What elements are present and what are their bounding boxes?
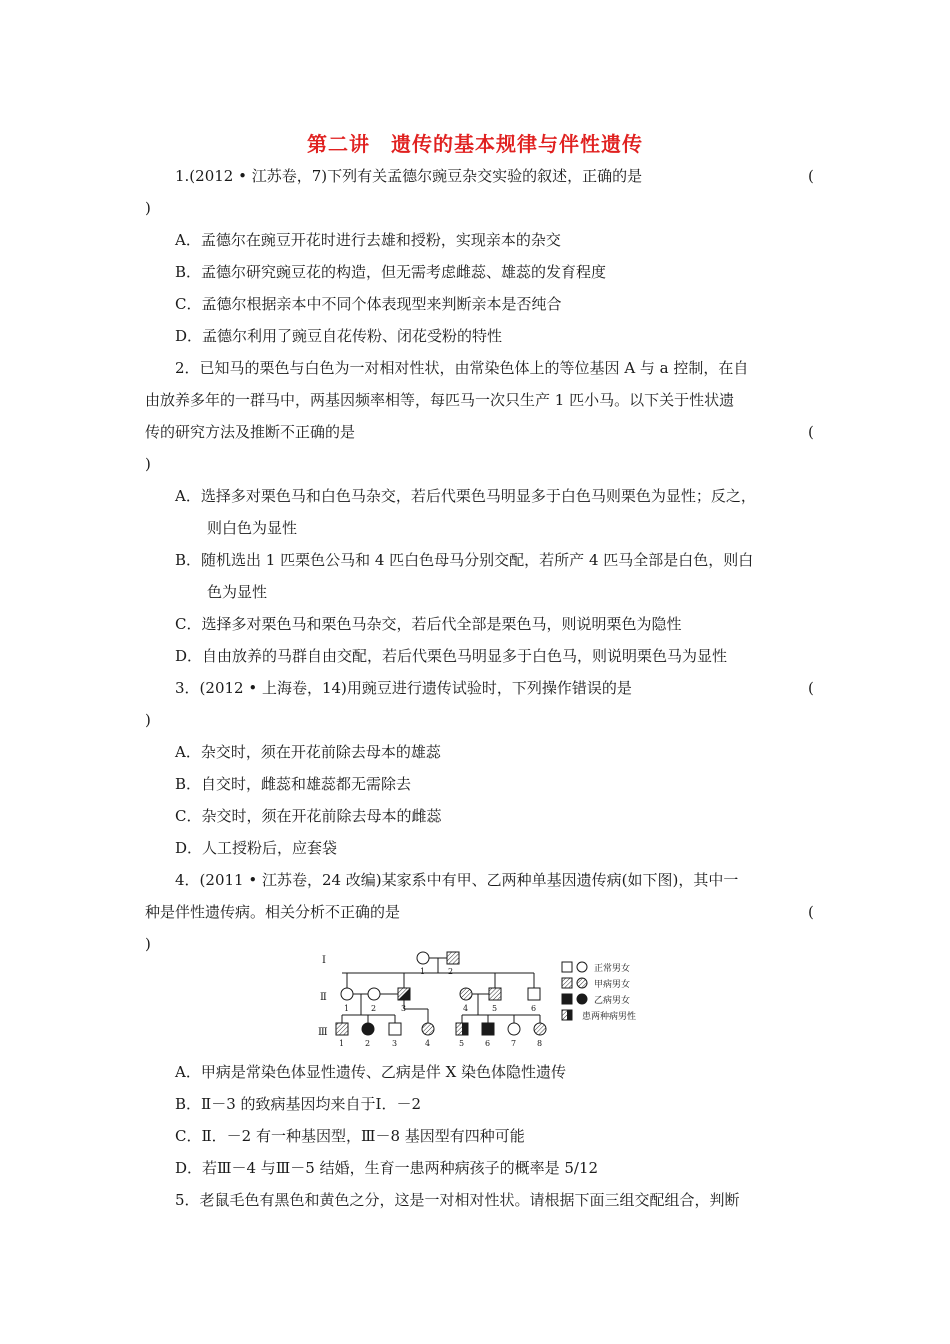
q2-option-b-cont: 色为显性 bbox=[207, 583, 268, 601]
page-title: 第二讲 遗传的基本规律与伴性遗传 bbox=[307, 132, 643, 156]
q2-stem-line3: 传的研究方法及推断不正确的是 bbox=[145, 423, 356, 441]
q3-option-d: D．人工授粉后，应套袋 bbox=[175, 839, 338, 857]
svg-text:1: 1 bbox=[339, 1039, 345, 1048]
pedigree-legend bbox=[562, 962, 636, 1022]
q1-option-a: A．孟德尔在豌豆开花时进行去雄和授粉，实现亲本的杂交 bbox=[175, 231, 561, 249]
q3-option-a: A．杂交时，须在开花前除去母本的雄蕊 bbox=[175, 743, 441, 761]
q4-option-a: A．甲病是常染色体显性遗传、乙病是伴 X 染色体隐性遗传 bbox=[175, 1063, 567, 1081]
q2-paren-close: ) bbox=[145, 455, 151, 473]
legend-disease-a: 甲病男女 bbox=[594, 980, 631, 990]
gen3-female-4 bbox=[422, 1023, 434, 1035]
legend-normal: 正常男女 bbox=[594, 964, 631, 974]
svg-text:5: 5 bbox=[492, 1004, 498, 1013]
q4-stem-line1: 4．(2011 • 江苏卷，24 改编)某家系中有甲、乙两种单基因遗传病(如下图)，其中一 bbox=[175, 871, 739, 889]
q4-option-c: C．Ⅱ．－2 有一种基因型，Ⅲ－8 基因型有四种可能 bbox=[175, 1127, 525, 1145]
q1-paren-close: ) bbox=[145, 199, 151, 217]
svg-text:2: 2 bbox=[371, 1004, 377, 1013]
gen2-female-4 bbox=[460, 988, 472, 1000]
gen3-male-3 bbox=[389, 1023, 401, 1035]
q2-option-d: D．自由放养的马群自由交配，若后代栗色马明显多于白色马，则说明栗色马为显性 bbox=[175, 647, 728, 665]
svg-text:7: 7 bbox=[511, 1039, 517, 1048]
q3-paren-close: ) bbox=[145, 711, 151, 729]
q2-option-a: A．选择多对栗色马和白色马杂交，若后代栗色马明显多于白色马则栗色为显性；反之， bbox=[175, 487, 756, 505]
q2-option-c: C．选择多对栗色马和栗色马杂交，若后代全部是栗色马，则说明栗色为隐性 bbox=[175, 615, 682, 633]
svg-text:1: 1 bbox=[420, 967, 426, 976]
svg-text:4: 4 bbox=[463, 1004, 469, 1013]
q3-option-c: C．杂交时，须在开花前除去母本的雌蕊 bbox=[175, 807, 442, 825]
q3-option-b: B．自交时，雌蕊和雄蕊都无需除去 bbox=[175, 775, 412, 793]
svg-text:8: 8 bbox=[537, 1039, 543, 1048]
q4-stem-line2: 种是伴性遗传病。相关分析不正确的是 bbox=[145, 903, 401, 921]
gen2-female-1 bbox=[341, 988, 353, 1000]
q2-stem-line1: 2．已知马的栗色与白色为一对相对性状，由常染色体上的等位基因 A 与 a 控制，在自 bbox=[175, 359, 749, 377]
q3-paren-open: ( bbox=[808, 679, 814, 697]
gen2-male-5 bbox=[489, 988, 501, 1000]
q5-stem: 5．老鼠毛色有黑色和黄色之分，这是一对相对性状。请根据下面三组交配组合，判断 bbox=[175, 1191, 740, 1209]
gen3-female-7 bbox=[508, 1023, 520, 1035]
gen-label-3: Ⅲ bbox=[318, 1027, 328, 1038]
gen3-male-6 bbox=[482, 1023, 494, 1035]
svg-text:1: 1 bbox=[344, 1004, 350, 1013]
q4-option-b: B．Ⅱ－3 的致病基因均来自于Ⅰ．－2 bbox=[175, 1095, 421, 1113]
pedigree-diagram bbox=[312, 943, 692, 1053]
svg-text:5: 5 bbox=[459, 1039, 465, 1048]
q1-option-b: B．孟德尔研究豌豆花的构造，但无需考虑雌蕊、雄蕊的发育程度 bbox=[175, 263, 607, 281]
q2-option-a-cont: 则白色为显性 bbox=[207, 519, 298, 537]
q4-paren-close: ) bbox=[145, 935, 151, 953]
gen1-male-2 bbox=[447, 952, 459, 964]
gen2-female-2 bbox=[368, 988, 380, 1000]
q1-option-c: C．孟德尔根据亲本中不同个体表现型来判断亲本是否纯合 bbox=[175, 295, 562, 313]
q4-option-d: D．若Ⅲ－4 与Ⅲ－5 结婚，生育一患两种病孩子的概率是 5/12 bbox=[175, 1159, 599, 1177]
svg-text:3: 3 bbox=[392, 1039, 398, 1048]
gen3-female-8 bbox=[534, 1023, 546, 1035]
q3-stem: 3．(2012 • 上海卷，14)用豌豆进行遗传试验时，下列操作错误的是 bbox=[175, 679, 632, 697]
legend-both: 患两种病男性 bbox=[582, 1012, 637, 1022]
legend-disease-b: 乙病男女 bbox=[594, 996, 631, 1006]
gen-label-2: Ⅱ bbox=[320, 992, 327, 1003]
q2-option-b: B．随机选出 1 匹栗色公马和 4 匹白色母马分别交配，若所产 4 匹马全部是白色，则白 bbox=[175, 551, 754, 569]
q4-paren-open: ( bbox=[808, 903, 814, 921]
gen2-male-6 bbox=[528, 988, 540, 1000]
svg-text:3: 3 bbox=[401, 1004, 407, 1013]
q1-stem: 1.(2012 • 江苏卷，7)下列有关孟德尔豌豆杂交实验的叙述，正确的是 bbox=[175, 167, 643, 185]
svg-text:2: 2 bbox=[448, 967, 454, 976]
svg-text:4: 4 bbox=[425, 1039, 431, 1048]
svg-text:2: 2 bbox=[365, 1039, 371, 1048]
gen3-female-2 bbox=[362, 1023, 374, 1035]
q1-paren-open: ( bbox=[808, 167, 814, 185]
gen3-male-1 bbox=[336, 1023, 348, 1035]
q1-option-d: D．孟德尔利用了豌豆自花传粉、闭花受粉的特性 bbox=[175, 327, 503, 345]
q2-paren-open: ( bbox=[808, 423, 814, 441]
gen1-female-1 bbox=[417, 952, 429, 964]
gen-label-1: Ⅰ bbox=[322, 955, 326, 966]
svg-text:6: 6 bbox=[485, 1039, 491, 1048]
svg-text:6: 6 bbox=[531, 1004, 537, 1013]
q2-stem-line2: 由放养多年的一群马中，两基因频率相等，每匹马一次只生产 1 匹小马。以下关于性状遗 bbox=[145, 391, 735, 409]
